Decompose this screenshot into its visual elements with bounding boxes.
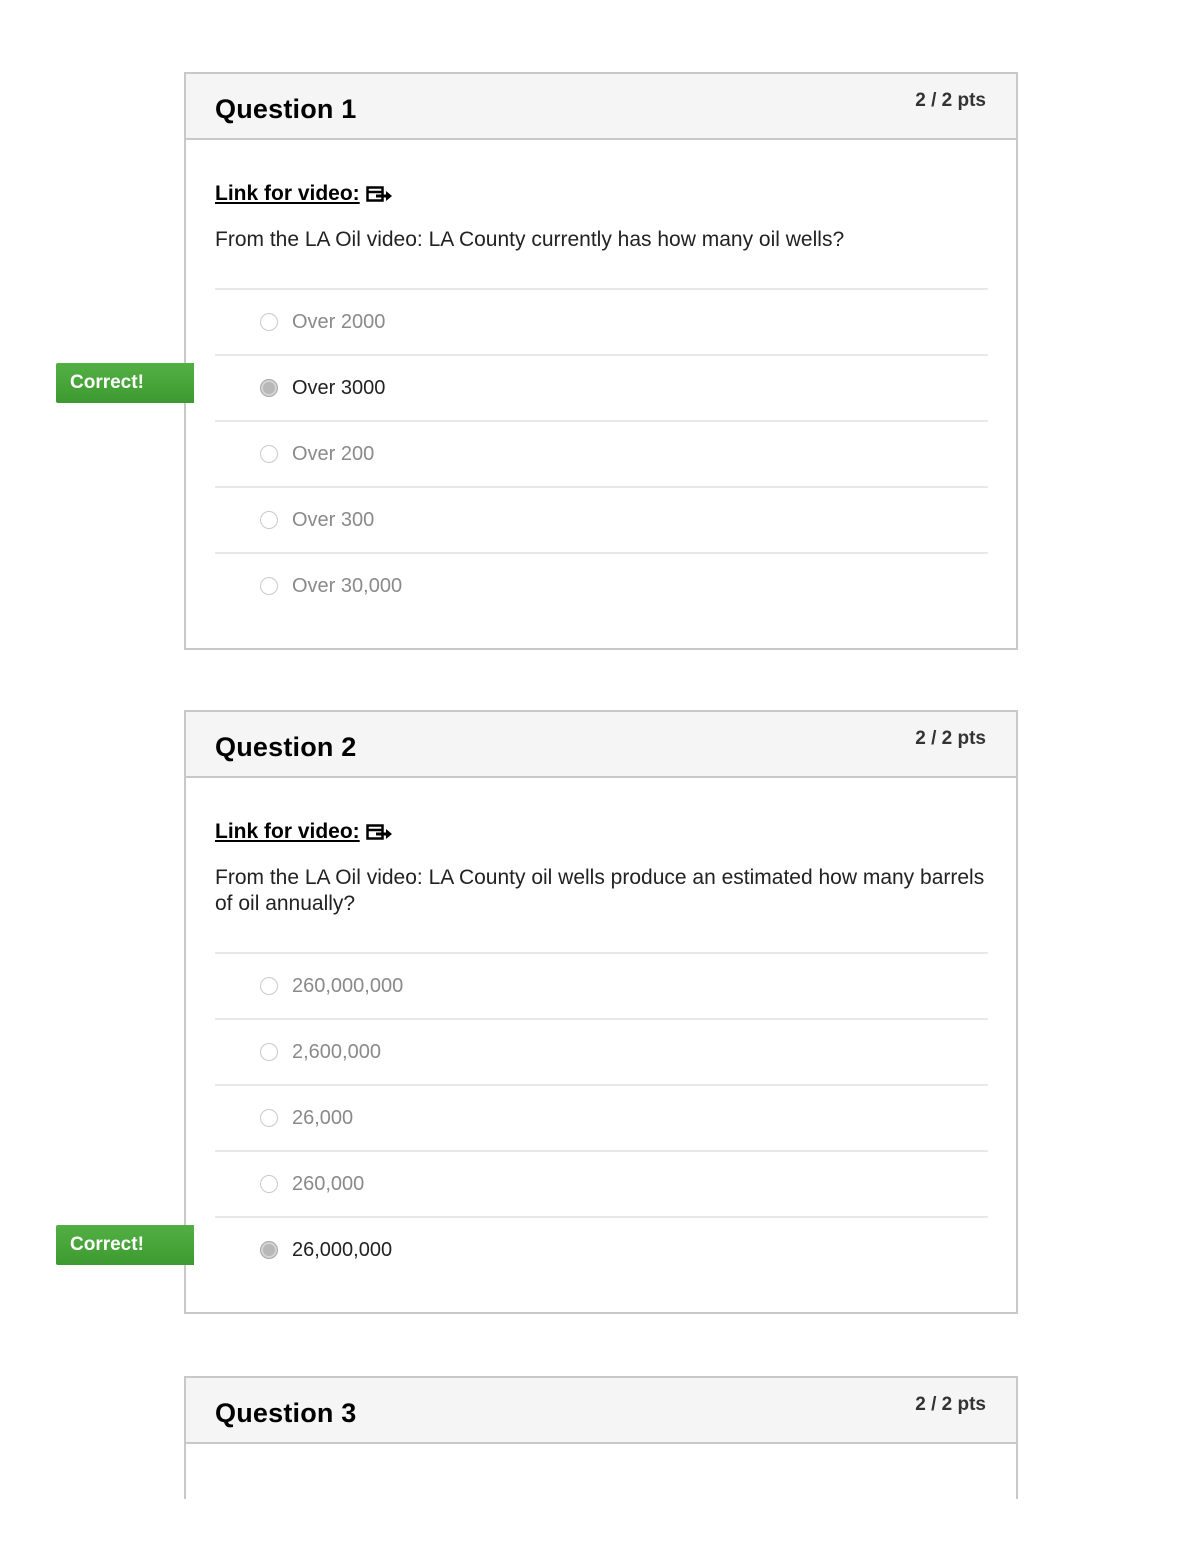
answer-option[interactable]: [215, 1216, 988, 1282]
video-link-label: Link for video:: [215, 182, 360, 205]
question-points: 2 / 2 pts: [915, 728, 986, 749]
answer-list: [215, 952, 988, 1282]
answer-label: 260,000: [292, 1172, 365, 1195]
question-title: Question 3: [215, 1398, 357, 1428]
question-header: [186, 74, 1016, 140]
radio-button[interactable]: [260, 1043, 278, 1061]
answer-label: 260,000,000: [292, 974, 404, 997]
answer-option[interactable]: [215, 288, 988, 354]
answer-option[interactable]: [215, 420, 988, 486]
radio-button-selected[interactable]: [260, 379, 278, 397]
answer-label: 2,600,000: [292, 1040, 381, 1063]
external-link-icon: [366, 184, 392, 204]
video-link-label: Link for video:: [215, 820, 360, 843]
answer-option[interactable]: [215, 1084, 988, 1150]
question-header: [186, 712, 1016, 778]
video-link[interactable]: [215, 820, 392, 844]
question-text: From the LA Oil video: LA County oil wells produce an estimated how many barrels of oil annually?: [215, 866, 985, 915]
answer-option[interactable]: [215, 1150, 988, 1216]
radio-button[interactable]: [260, 313, 278, 331]
answer-label: 26,000,000: [292, 1238, 393, 1261]
answer-label: Over 200: [292, 442, 375, 465]
question-2: [184, 710, 1018, 1314]
radio-button[interactable]: [260, 1109, 278, 1127]
answer-option[interactable]: [215, 1018, 988, 1084]
question-points: 2 / 2 pts: [915, 90, 986, 111]
radio-button[interactable]: [260, 977, 278, 995]
answer-option[interactable]: [215, 486, 988, 552]
answer-list: [215, 288, 988, 618]
correct-badge: Correct!: [56, 1225, 194, 1265]
answer-label: Over 30,000: [292, 574, 403, 597]
answer-option[interactable]: [215, 952, 988, 1018]
answer-label: 26,000: [292, 1106, 354, 1129]
answer-option[interactable]: [215, 354, 988, 420]
question-title: Question 2: [215, 732, 357, 762]
question-header: [186, 1378, 1016, 1444]
radio-button[interactable]: [260, 577, 278, 595]
question-text: From the LA Oil video: LA County currently has how many oil wells?: [215, 228, 845, 251]
question-points: 2 / 2 pts: [915, 1394, 986, 1415]
question-1: [184, 72, 1018, 650]
radio-button-selected[interactable]: [260, 1241, 278, 1259]
answer-label: Over 3000: [292, 376, 386, 399]
answer-option[interactable]: [215, 552, 988, 618]
answer-label: Over 300: [292, 508, 375, 531]
answer-label: Over 2000: [292, 310, 386, 333]
radio-button[interactable]: [260, 1175, 278, 1193]
radio-button[interactable]: [260, 511, 278, 529]
external-link-icon: [366, 822, 392, 842]
question-title: Question 1: [215, 94, 357, 124]
correct-badge: Correct!: [56, 363, 194, 403]
video-link[interactable]: [215, 182, 392, 206]
radio-button[interactable]: [260, 445, 278, 463]
question-3: [184, 1376, 1018, 1499]
